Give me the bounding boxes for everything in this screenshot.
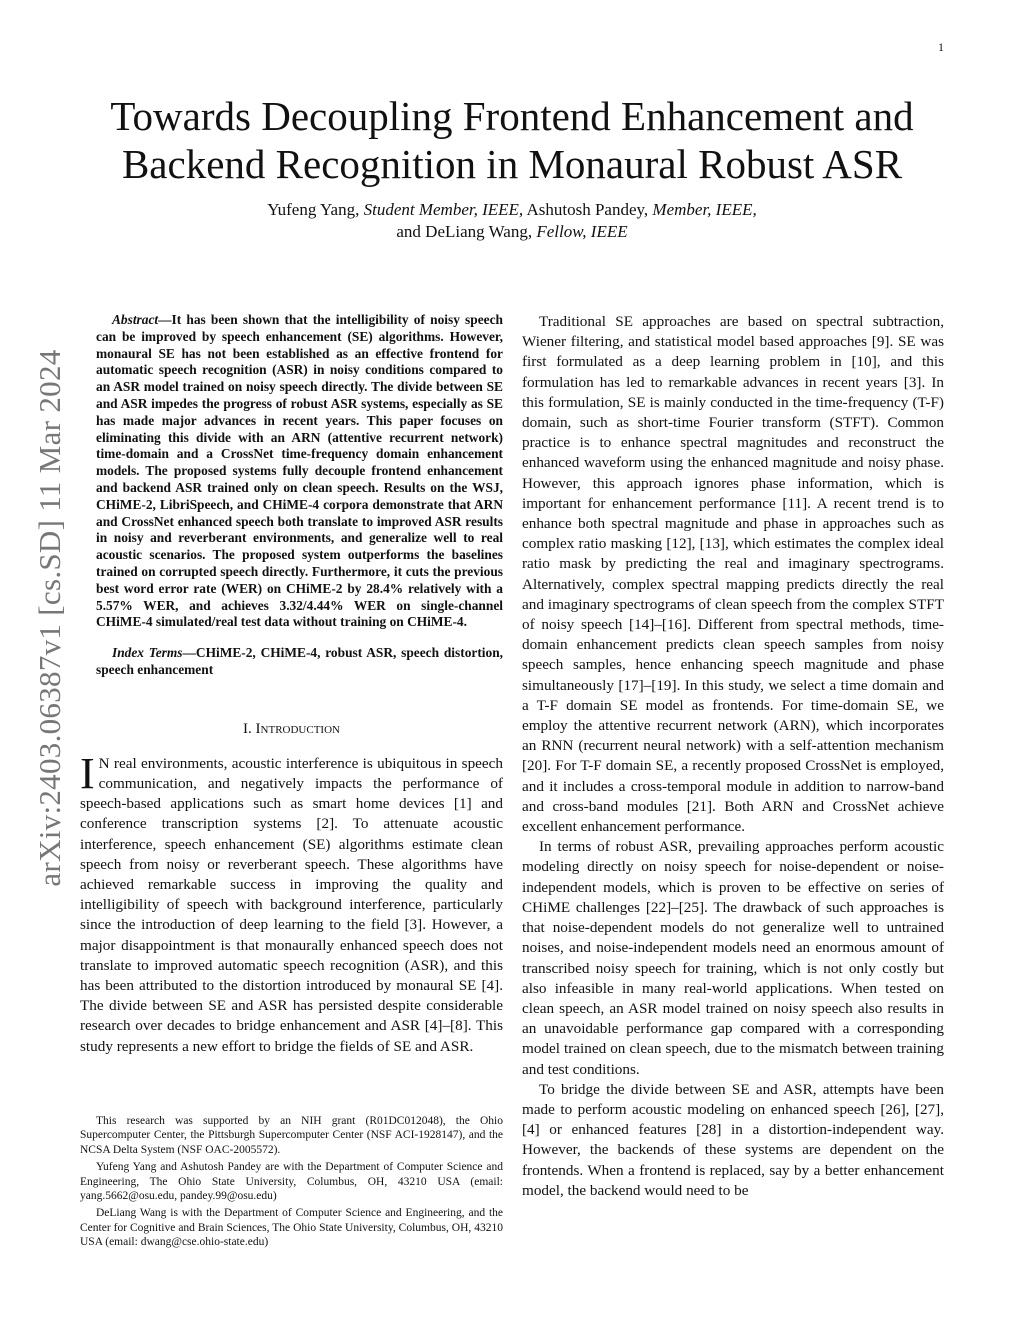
title-line-2: Backend Recognition in Monaural Robust ASR: [121, 141, 903, 187]
author-name-2: Ashutosh Pandey,: [523, 200, 653, 219]
author-name-3: and DeLiang Wang,: [396, 222, 537, 241]
index-terms: [96, 645, 503, 679]
abstract-label: Abstract: [112, 312, 159, 327]
author-name-1: Yufeng Yang,: [267, 200, 364, 219]
intro-paragraph-1: [80, 748, 503, 1057]
author-list: [120, 199, 904, 243]
intro-paragraph-1-text: N real environments, acoustic interference is ubiquitous in speech communication, and negatively impacts the performance of speech-based applications such as smart home devices [1] and conference transcription systems [2]. To attenuate acoustic interference, speech enhancement (SE) algorithms estimate clean speech from noisy or reverberant speech. These algorithms have achieved remarkable success in improving the quality and intelligibility of speech with background interference, particularly since the introduction of deep learning to the field [3]. However, a major disappointment is that monaurally enhanced speech does not translate to improved automatic speech recognition (ASR), and this has been attributed to the distortion introduced by monaural SE [4]. The divide between SE and ASR has persisted despite considerable research over decades to bridge enhancement and ASR [4]–[8]. This study represents a new effort to bridge the fields of SE and ASR.: [80, 754, 503, 1055]
index-terms-label: Index Terms: [112, 645, 183, 661]
right-paragraph-2: In terms of robust ASR, prevailing approaches perform acoustic modeling directly on noisy speech for noise-dependent or noise-independent models, which is proven to be effective on series of CHiME challenges [22]–[25]. The drawback of such approaches is that noise-dependent models do not generalize well to untrained noises, and noise-independent models need an enormous amount of transcribed noisy speech for training, which is not only costly but also infeasible in many real-world applications. When tested on clean speech, an ASR model trained on noisy speech also results in an unavoidable performance gap compared with a corresponding model trained on clean speech, due to the mismatch between training and test conditions.: [522, 838, 944, 1078]
footnote-affiliation-1: Yufeng Yang and Ashutosh Pandey are with the Department of Computer Science and Engineering, The Ohio State University, Columbus, OH, 43210 USA (email: yang.5662@osu.edu, pandey.99@osu.edu): [80, 1161, 503, 1203]
section-heading-introduction: [80, 721, 503, 738]
author-role-1: Student Member, IEEE,: [363, 200, 524, 219]
section-numeral: I.: [243, 720, 256, 737]
dropcap: I: [80, 748, 95, 798]
footnote-funding: This research was supported by an NIH grant (R01DC012048), the Ohio Supercomputer Center, the Pittsburgh Supercomputer Center (NSF ACI-1928147), and the NCSA Delta System (NSF OAC-2005572).: [80, 1115, 503, 1156]
right-paragraph-3: To bridge the divide between SE and ASR, attempts have been made to perform acoustic modeling on enhanced speech [26], [27], [4] or enhanced features [28] in a distortion-independent way. However, the backends of these systems are dependent on the frontends. When a frontend is replaced, say by a better enhancement model, the backend would need to be: [522, 1080, 944, 1199]
arxiv-stamp: arXiv:2403.06387v1 [cs.SD] 11 Mar 2024: [32, 349, 67, 887]
author-line-2: [120, 221, 904, 243]
title-line-1: Towards Decoupling Frontend Enhancement and: [110, 93, 914, 139]
author-line-1: [120, 199, 904, 221]
page-number: 1: [938, 40, 944, 54]
abstract-body: —It has been shown that the intelligibility of noisy speech can be improved by speech enhancement (SE) algorithms. However, monaural SE has not been established as an effective frontend for automatic speech recognition (ASR) in noisy conditions compared to an ASR model trained on noisy speech directly. The divide between SE and ASR impedes the progress of robust ASR systems, especially as SE has made major advances in recent years. This paper focuses on eliminating this divide with an ARN (attentive recurrent network) time-domain and a CrossNet time-frequency domain enhancement models. The proposed systems fully decouple frontend enhancement and backend ASR trained only on clean speech. Results on the WSJ, CHiME-2, LibriSpeech, and CHiME-4 corpora demonstrate that ARN and CrossNet enhanced speech both translate to improved ASR results in noisy and reverberant environments, and generalize well to real acoustic scenarios. The proposed system outperforms the baselines trained on corrupted speech directly. Furthermore, it cuts the previous best word error rate (WER) on CHiME-2 by 28.4% relatively with a 5.57% WER, and achieves 3.32/4.44% WER on single-channel CHiME-4 simulated/real test data without training on CHiME-4.: [96, 312, 503, 630]
right-column: [522, 312, 944, 1201]
left-column: [80, 312, 503, 1057]
footnote-affiliation-2: DeLiang Wang is with the Department of Computer Science and Engineering, and the Center for Cognitive and Brain Sciences, The Ohio State University, Columbus, OH, 43210 USA (email: dwang@cse.ohio-state.edu): [80, 1207, 503, 1249]
author-role-2: Member, IEEE,: [652, 200, 757, 219]
paper-title: [80, 92, 944, 188]
right-paragraph-1: Traditional SE approaches are based on spectral subtraction, Wiener filtering, and statistical model based approaches [9]. SE was first formulated as a deep learning problem in [10], and this formulation has led to remarkable advances in recent years [3]. In this formulation, SE is mainly conducted in the time-frequency (T-F) domain, such as short-time Fourier transform (STFT). Common practice is to enhance spectral magnitudes and reconstruct the enhanced waveform using the enhanced magnitude and noisy phase. However, this approach ignores phase information, which is important for enhancement performance [11]. A recent trend is to enhance both spectral magnitude and phase in approaches such as complex ratio masking [12], [13], which estimates the complex ideal ratio mask by predicting the real and imaginary spectrograms. Alternatively, complex spectral mapping predicts directly the real and imaginary spectrograms of clean speech from the complex STFT of noisy speech [14]–[16]. Different from spectral methods, time-domain enhancement predicts clean speech samples from noisy speech samples, hence enhancing speech magnitude and phase simultaneously [17]–[19]. In this study, we select a time domain and a T-F domain SE model as frontends. For time-domain SE, we employ the attentive recurrent network (ARN), which incorporates an RNN (recurrent neural network) with a self-attention mechanism [20]. For T-F domain SE, a recently proposed CrossNet is employed, and it includes a cross-temporal module in addition to narrow-band and cross-band modules [21]. Both ARN and CrossNet achieve excellent enhancement performance.: [522, 313, 944, 836]
abstract-text: [96, 312, 503, 631]
index-terms-body: —CHiME-2, CHiME-4, robust ASR, speech distortion, speech enhancement: [96, 645, 504, 677]
author-role-3: Fellow, IEEE: [536, 222, 628, 241]
section-title: Introduction: [255, 720, 340, 737]
abstract: [96, 312, 503, 679]
footnotes: [80, 1114, 503, 1253]
